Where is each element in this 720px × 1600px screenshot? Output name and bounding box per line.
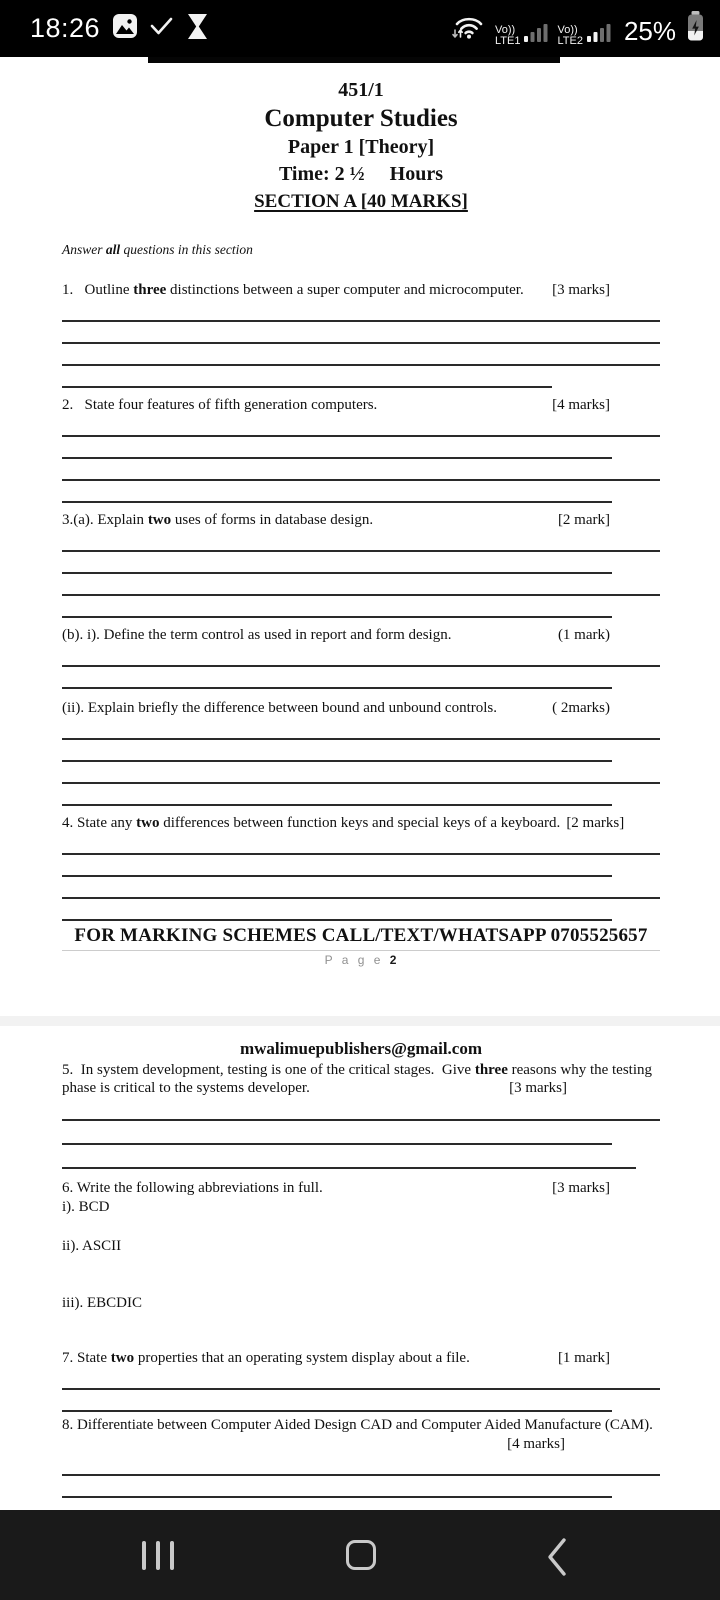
question-q3b_ii bbox=[62, 699, 660, 806]
pdf-page-2 bbox=[0, 63, 720, 967]
answer-line bbox=[62, 1097, 660, 1121]
answer-line bbox=[62, 1145, 636, 1169]
question-subitem: iii). EBCDIC bbox=[62, 1295, 143, 1311]
answer-line bbox=[62, 718, 660, 740]
paper-name: Paper 1 [Theory] bbox=[287, 136, 435, 158]
status-bar-right bbox=[450, 10, 706, 47]
answer-line bbox=[62, 481, 612, 503]
section-heading: SECTION A [40 MARKS] bbox=[254, 191, 468, 212]
battery-percent: 25% bbox=[623, 16, 676, 46]
sim1-volte-label: Vo)) bbox=[494, 24, 516, 36]
question-q2 bbox=[62, 396, 660, 503]
home-button[interactable] bbox=[346, 1540, 376, 1570]
answer-line bbox=[62, 596, 612, 618]
answer-line bbox=[62, 322, 660, 344]
answer-line bbox=[62, 344, 660, 366]
answer-line bbox=[62, 459, 660, 481]
publisher-email: mwalimuepublishers@gmail.com bbox=[239, 1039, 482, 1058]
answer-line bbox=[62, 1121, 612, 1145]
question-subitem: ii). ASCII bbox=[62, 1238, 122, 1254]
sim1-signal-bars-icon bbox=[524, 22, 548, 47]
marks-label: [3 marks] bbox=[552, 1180, 610, 1196]
question-text: 2. State four features of fifth generation computers. bbox=[62, 397, 378, 413]
clock: 18:26 bbox=[30, 13, 101, 43]
marks-label: (1 mark) bbox=[557, 627, 610, 643]
answer-line bbox=[62, 855, 612, 877]
answer-line bbox=[62, 1454, 660, 1476]
question-text: (ii). Explain briefly the difference between bound and unbound controls. bbox=[62, 700, 498, 716]
answer-line bbox=[62, 437, 612, 459]
marks-label: [4 marks] bbox=[507, 1436, 565, 1452]
answer-line bbox=[62, 784, 612, 806]
marks-label: [2 marks] bbox=[566, 815, 625, 831]
recents-button[interactable] bbox=[142, 1541, 174, 1570]
question-text: 5. In system development, testing is one of the critical stages. Give three reasons why the testing bbox=[62, 1062, 653, 1078]
answer-line bbox=[62, 762, 660, 784]
hourglass-icon bbox=[186, 13, 209, 45]
check-icon bbox=[150, 16, 174, 41]
answer-line bbox=[62, 645, 660, 667]
wifi-icon bbox=[450, 12, 486, 47]
answer-line bbox=[62, 899, 612, 921]
page-number: 2 bbox=[389, 953, 398, 967]
answer-line bbox=[62, 833, 660, 855]
marks-label: [1 mark] bbox=[557, 1350, 610, 1366]
status-bar[interactable] bbox=[0, 0, 720, 57]
question-q5 bbox=[62, 1061, 660, 1169]
section-instruction: Answer all questions in this section bbox=[62, 242, 253, 257]
question-text: 4. State any two differences between function keys and special keys of a keyboard. bbox=[62, 815, 561, 831]
question-text: (b). i). Define the term control as used in report and form design. bbox=[62, 627, 452, 643]
answer-line bbox=[62, 740, 612, 762]
answer-line bbox=[62, 530, 660, 552]
question-q6 bbox=[62, 1179, 660, 1313]
question-q3a bbox=[62, 511, 660, 618]
answer-line bbox=[62, 552, 612, 574]
back-button[interactable] bbox=[546, 1537, 568, 1582]
question-subitem: i). BCD bbox=[62, 1199, 110, 1215]
marks-label: ( 2marks) bbox=[552, 700, 610, 716]
question-q1 bbox=[62, 281, 660, 388]
answer-line bbox=[62, 366, 552, 388]
paper-time: Time: 2 ½ Hours bbox=[278, 163, 444, 185]
question-text: 1. Outline three distinctions between a super computer and microcomputer. bbox=[62, 282, 524, 298]
page-word: P a g e bbox=[324, 953, 384, 967]
answer-line bbox=[62, 667, 612, 689]
question-q3b_i bbox=[62, 626, 660, 689]
page-bottom-margin bbox=[0, 967, 720, 1016]
answer-line bbox=[62, 415, 660, 437]
marks-label: [3 marks] bbox=[552, 282, 610, 298]
question-q7 bbox=[62, 1349, 660, 1412]
marks-label: [2 mark] bbox=[557, 512, 610, 528]
question-text: 8. Differentiate between Computer Aided Design CAD and Computer Aided Manufacture (CAM). bbox=[62, 1417, 653, 1433]
question-text: 6. Write the following abbreviations in full. bbox=[62, 1180, 323, 1196]
question-q4 bbox=[62, 814, 660, 921]
page-separator bbox=[0, 1016, 720, 1026]
paper-subject: Computer Studies bbox=[264, 105, 458, 132]
question-text: 7. State two properties that an operating system display about a file. bbox=[62, 1350, 470, 1366]
question-text-line2: phase is critical to the systems developer. bbox=[62, 1080, 310, 1096]
sim2-signal bbox=[557, 22, 610, 47]
sim2-network-label: LTE2 bbox=[557, 35, 583, 47]
answer-line bbox=[62, 300, 660, 322]
android-navigation-bar bbox=[0, 1510, 720, 1600]
pdf-document-viewport[interactable] bbox=[0, 63, 720, 1510]
sim1-signal bbox=[495, 22, 548, 47]
screenshot-image-icon bbox=[112, 13, 138, 44]
page1-questions bbox=[62, 281, 660, 921]
sim2-signal-bars-icon bbox=[587, 22, 611, 47]
marks-label: [3 marks] bbox=[509, 1080, 567, 1096]
question-text: 3.(a). Explain two uses of forms in database design. bbox=[62, 512, 374, 528]
answer-line bbox=[62, 877, 660, 899]
answer-line bbox=[62, 574, 660, 596]
answer-line bbox=[62, 1390, 612, 1412]
status-bar-left bbox=[30, 13, 209, 45]
sim2-volte-label: Vo)) bbox=[557, 24, 578, 36]
paper-header bbox=[62, 63, 660, 215]
answer-line bbox=[62, 1368, 660, 1390]
page-number-footer bbox=[62, 953, 660, 967]
pdf-page-3 bbox=[0, 1026, 720, 1573]
paper-code: 451/1 bbox=[338, 79, 384, 101]
sim1-network-label: LTE1 bbox=[494, 35, 521, 47]
answer-line bbox=[62, 1476, 612, 1498]
marking-schemes-banner: FOR MARKING SCHEMES CALL/TEXT/WHATSAPP 0705525657 bbox=[62, 925, 660, 951]
battery-charging-icon bbox=[685, 10, 706, 47]
page2-questions bbox=[62, 1061, 660, 1573]
marks-label: [4 marks] bbox=[552, 397, 610, 413]
